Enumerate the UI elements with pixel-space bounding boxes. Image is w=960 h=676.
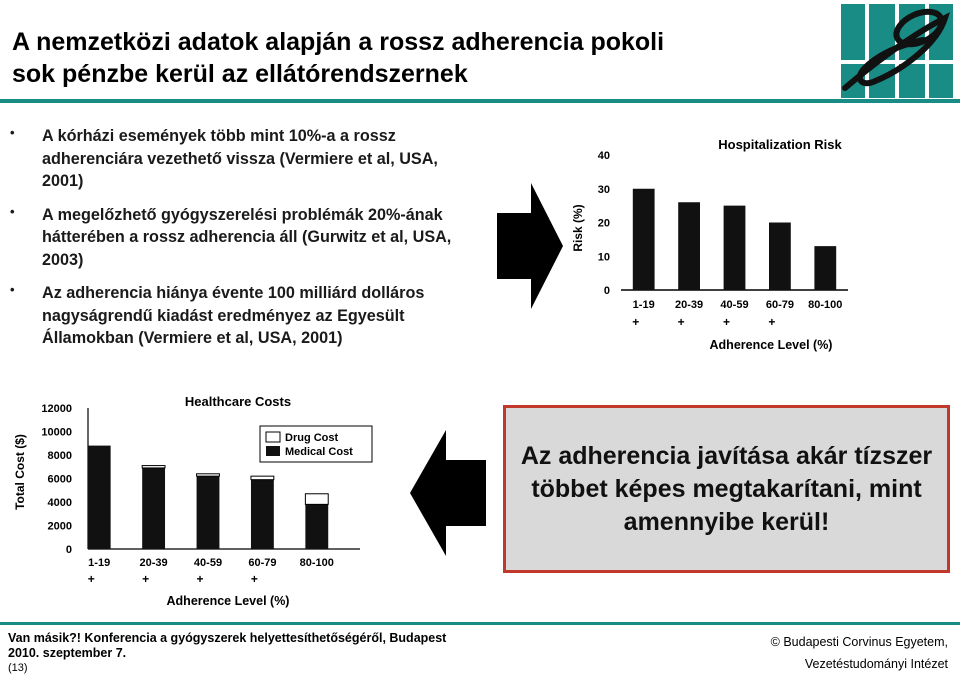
x-tick-label: 20-39 — [139, 557, 168, 569]
x-tick-label: 40-59 — [193, 557, 223, 569]
y-tick-label: 6000 — [47, 473, 72, 486]
hospitalization-risk-chart-svg — [566, 128, 866, 363]
y-axis-label: Total Cost ($) — [13, 434, 27, 510]
callout-text: Az adherencia javítása akár tízszer többet képes megtakarítani, mint amennyibe kerül! — [520, 441, 933, 536]
footer-copyright — [771, 631, 948, 675]
y-tick-label: 4000 — [47, 497, 72, 509]
bar — [769, 223, 791, 291]
y-tick-label: 8000 — [47, 450, 72, 462]
university-logo — [833, 4, 955, 98]
legend-label-drug-cost: Drug Cost — [285, 432, 339, 444]
y-tick-label: 10 — [597, 251, 610, 264]
x-tick-label: 1-19 — [88, 557, 111, 569]
significance-mark: + — [250, 572, 258, 586]
left-arrow-icon — [410, 430, 486, 556]
bar-medical-cost — [197, 476, 220, 549]
bullet-dot: • — [10, 282, 15, 297]
bar-medical-cost — [251, 480, 274, 549]
bullet-text: A megelőzhető gyógyszerelési problémák 20%-ának hátterében a rossz adherencia áll (Gurwitz et al, USA, 2003) — [42, 205, 452, 269]
significance-mark: + — [87, 572, 95, 586]
bar — [814, 246, 836, 290]
bar-drug-cost — [142, 466, 165, 468]
slide-title-line-1: A nemzetközi adatok alapján a rossz adherencia pokoli — [12, 28, 665, 56]
bullet-dot: • — [10, 203, 15, 219]
x-axis-label: Adherence Level (%) — [166, 594, 290, 608]
page-number: (13) — [8, 662, 28, 674]
significance-mark: + — [722, 315, 731, 329]
bar — [724, 206, 746, 290]
bullet-item — [10, 282, 480, 350]
significance-mark: + — [142, 572, 150, 586]
y-tick-label: 30 — [597, 183, 610, 196]
slide-title-line-2: sok pénzbe kerül az ellátórendszernek — [12, 60, 468, 88]
chart-title: Healthcare Costs — [184, 394, 292, 409]
bullet-text: Az adherencia hiánya évente 100 milliárd dolláros nagyságrendű kiadást eredményez az Egyesült Államokban (Vermiere et al, USA, 2001) — [42, 284, 425, 347]
hospitalization-risk-chart — [566, 128, 866, 363]
bullet-item — [10, 204, 480, 272]
bar-drug-cost — [305, 494, 328, 505]
y-tick-label: 12000 — [41, 403, 72, 415]
slide-title — [12, 26, 832, 90]
footer-conference — [8, 631, 446, 676]
right-arrow-icon — [497, 183, 563, 309]
x-axis-label: Adherence Level (%) — [709, 338, 833, 352]
y-tick-label: 20 — [597, 217, 610, 230]
bar-drug-cost — [251, 476, 274, 480]
bullet-list — [10, 125, 480, 361]
legend-label-medical-cost: Medical Cost — [285, 446, 353, 458]
healthcare-costs-chart-svg — [8, 392, 393, 614]
significance-mark: + — [632, 315, 640, 329]
bar-medical-cost — [88, 446, 111, 549]
x-tick-label: 40-59 — [720, 299, 749, 311]
bar-medical-cost — [142, 468, 165, 549]
x-tick-label: 60-79 — [765, 299, 794, 311]
footer-conference-line-1: Van másik?! Konferencia a gyógyszerek helyettesíthetőségéről, Budapest — [8, 631, 447, 645]
footer-copyright-line-1: © Budapesti Corvinus Egyetem, — [770, 635, 948, 649]
bar — [633, 189, 655, 290]
x-tick-label: 80-100 — [299, 557, 334, 569]
y-tick-label: 0 — [603, 285, 610, 297]
y-tick-label: 0 — [65, 544, 72, 556]
x-tick-label: 60-79 — [248, 557, 277, 569]
bar — [678, 202, 700, 290]
legend-swatch-medical-cost — [266, 446, 280, 456]
bullet-text: A kórházi események több mint 10%-a a rossz adherenciára vezethető vissza (Vermiere et al, USA, 2001) — [42, 127, 438, 190]
y-tick-label: 40 — [597, 150, 610, 162]
header-divider — [0, 99, 960, 103]
legend-swatch-drug-cost — [266, 432, 280, 442]
key-message-callout — [503, 405, 950, 573]
significance-mark: + — [768, 315, 776, 329]
footer-copyright-line-2: Vezetéstudományi Intézet — [804, 657, 948, 671]
x-tick-label: 20-39 — [675, 299, 704, 311]
footer-conference-line-2: 2010. szeptember 7. — [8, 646, 127, 660]
healthcare-costs-chart — [8, 392, 393, 614]
x-tick-label: 1-19 — [632, 299, 655, 311]
y-axis-label: Risk (%) — [571, 204, 585, 252]
significance-mark: + — [677, 315, 685, 329]
bar-drug-cost — [197, 474, 220, 476]
footer-divider — [0, 622, 960, 625]
bar-medical-cost — [305, 504, 328, 549]
y-tick-label: 10000 — [41, 426, 72, 439]
chart-title: Hospitalization Risk — [718, 137, 842, 152]
bullet-item — [10, 125, 480, 193]
significance-mark: + — [196, 572, 204, 586]
bullet-dot: • — [10, 125, 15, 140]
y-tick-label: 2000 — [47, 520, 72, 533]
x-tick-label: 80-100 — [808, 299, 843, 311]
